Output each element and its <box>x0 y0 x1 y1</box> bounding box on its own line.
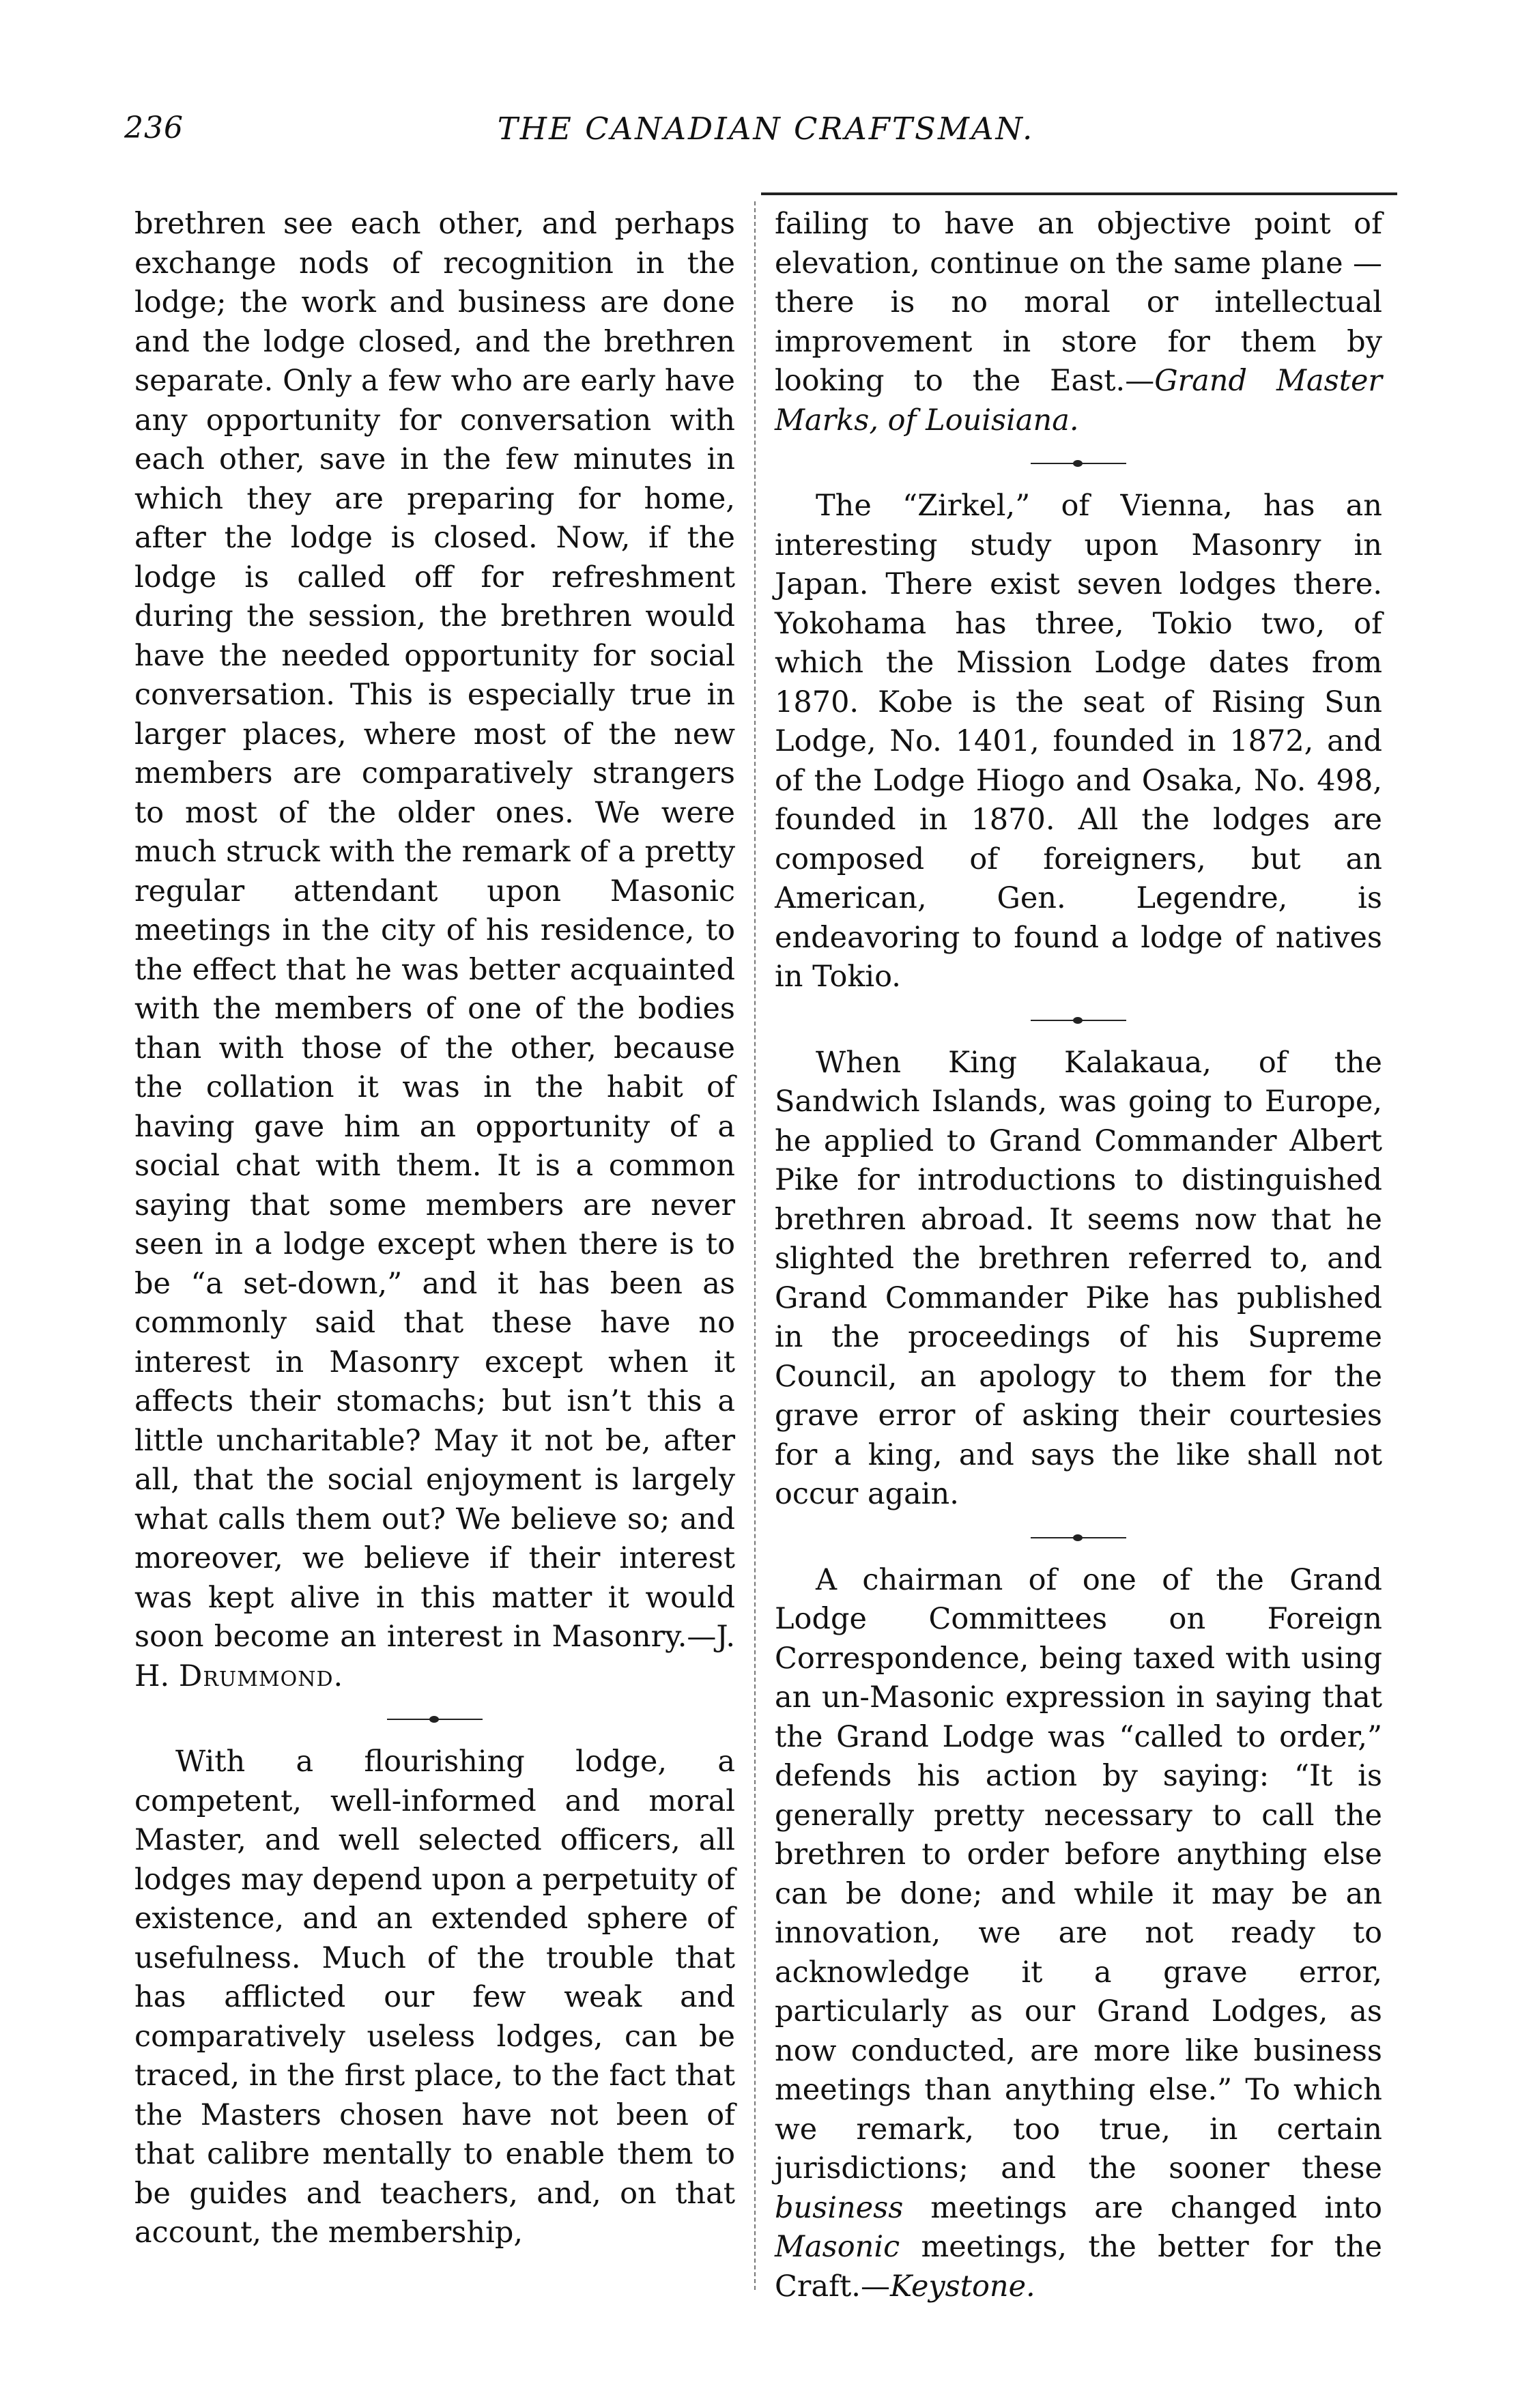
page-header <box>124 111 1407 158</box>
credit-keystone: Keystone. <box>889 2269 1035 2304</box>
article-continued <box>775 205 1382 440</box>
credit-drummond: Drummond. <box>178 1659 344 1693</box>
italic-business: business <box>775 2190 904 2225</box>
column-divider <box>754 201 756 2290</box>
article-grand-lodge-text-a: A chairman of one of the Grand Lodge Committees on Foreign Correspondence, being taxed with using an un-Masonic expression in saying that the Grand Lodge was “called to order,” defends his action by saying: “It is generally pretty necessary to call the brethren to order before anything else can be done; and while it may be an innovation, we are not ready to acknowledge it a grave error, particularly as our Grand Lodges, as now conducted, are more like business meetings than anything else.” To which we remark, too true, in certain jurisdictions; and the sooner these <box>775 1562 1382 2185</box>
page-number: 236 <box>124 111 184 145</box>
section-separator <box>1031 1014 1126 1027</box>
article-drummond <box>134 205 735 1696</box>
section-separator <box>1031 1531 1126 1545</box>
right-column <box>775 205 1382 2306</box>
italic-masonic: Masonic <box>775 2230 900 2264</box>
article-grand-lodge-text-b: meetings are changed into <box>903 2190 1382 2225</box>
credit-marks: Grand Master Marks, of Louisiana. <box>775 364 1382 438</box>
top-rule <box>761 192 1397 195</box>
left-column <box>134 205 735 2253</box>
article-continued-text: failing to have an objective point of elevation, continue on the same plane —there is no moral or intellectual improvement in store for them by looking to the East.— <box>775 207 1382 398</box>
article-grand-lodge-text-c: meetings, the better for the Craft.— <box>775 2230 1382 2304</box>
running-title: THE CANADIAN CRAFTSMAN. <box>497 111 1035 147</box>
article-drummond-text: brethren see each other, and perhaps exchange nods of recognition in the lodge; the work and business are done and the lodge closed, and the brethren separate. Only a few who are early have any opportunity for conversation with each other, save in the few minutes in which they are preparing for home, after the lodge is closed. Now, if the lodge is called off for refreshment during the session, the brethren would have the needed opportunity for social conversation. This is especially true in larger places, where most of the new members are comparatively strangers to most of the older ones. We were much struck with the remark of a pretty regular attendant upon Masonic meetings in the city of his residence, to the effect that he was better acquainted with the members of one of the bodies than with those of the other, because the collation it was in the habit of having gave him an opportunity of a social chat with them. It is a common saying that some members are never seen in a lodge except when there is to be “a set-down,” and it has been as commonly said that these have no interest in Masonry except when it affects their stomachs; but isn’t this a little uncharitable? May it not be, after all, that the social enjoyment is largely what calls them out? We believe so; and moreover, we believe if their interest was kept alive in this matter it would soon become an interest in Masonry.—J. H. <box>134 207 735 1693</box>
article-flourishing-lodge: With a flourishing lodge, a competent, well-informed and moral Master, and well selected officers, all lodges may depend upon a perpetuity of existence, and an extended sphere of usefulness. Much of the trouble that has afflicted our few weak and comparatively useless lodges, can be traced, in the first place, to the fact that the Masters chosen have not been of that calibre mentally to enable them to be guides and teachers, and, on that account, the membership, <box>134 1745 735 2250</box>
section-separator <box>387 1712 483 1726</box>
article-grand-lodge <box>775 1561 1382 2307</box>
article-kalakaua: When King Kalakaua, of the Sandwich Islands, was going to Europe, he applied to Grand Commander Albert Pike for introductions to distinguished brethren abroad. It seems now that he slighted the brethren referred to, and Grand Commander Pike has published in the proceedings of his Supreme Council, an apology to them for the grave error of asking their courtesies for a king, and says the like shall not occur again. <box>775 1045 1382 1511</box>
section-separator <box>1031 457 1126 470</box>
article-zirkel: The “Zirkel,” of Vienna, has an interesting study upon Masonry in Japan. There exist seven lodges there. Yokohama has three, Tokio two, of which the Mission Lodge dates from 1870. Kobe is the seat of Rising Sun Lodge, No. 1401, founded in 1872, and of the Lodge Hiogo and Osaka, No. 498, founded in 1870. All the lodges are composed of foreigners, but an American, Gen. Legendre, is endeavoring to found a lodge of natives in Tokio. <box>775 489 1382 994</box>
